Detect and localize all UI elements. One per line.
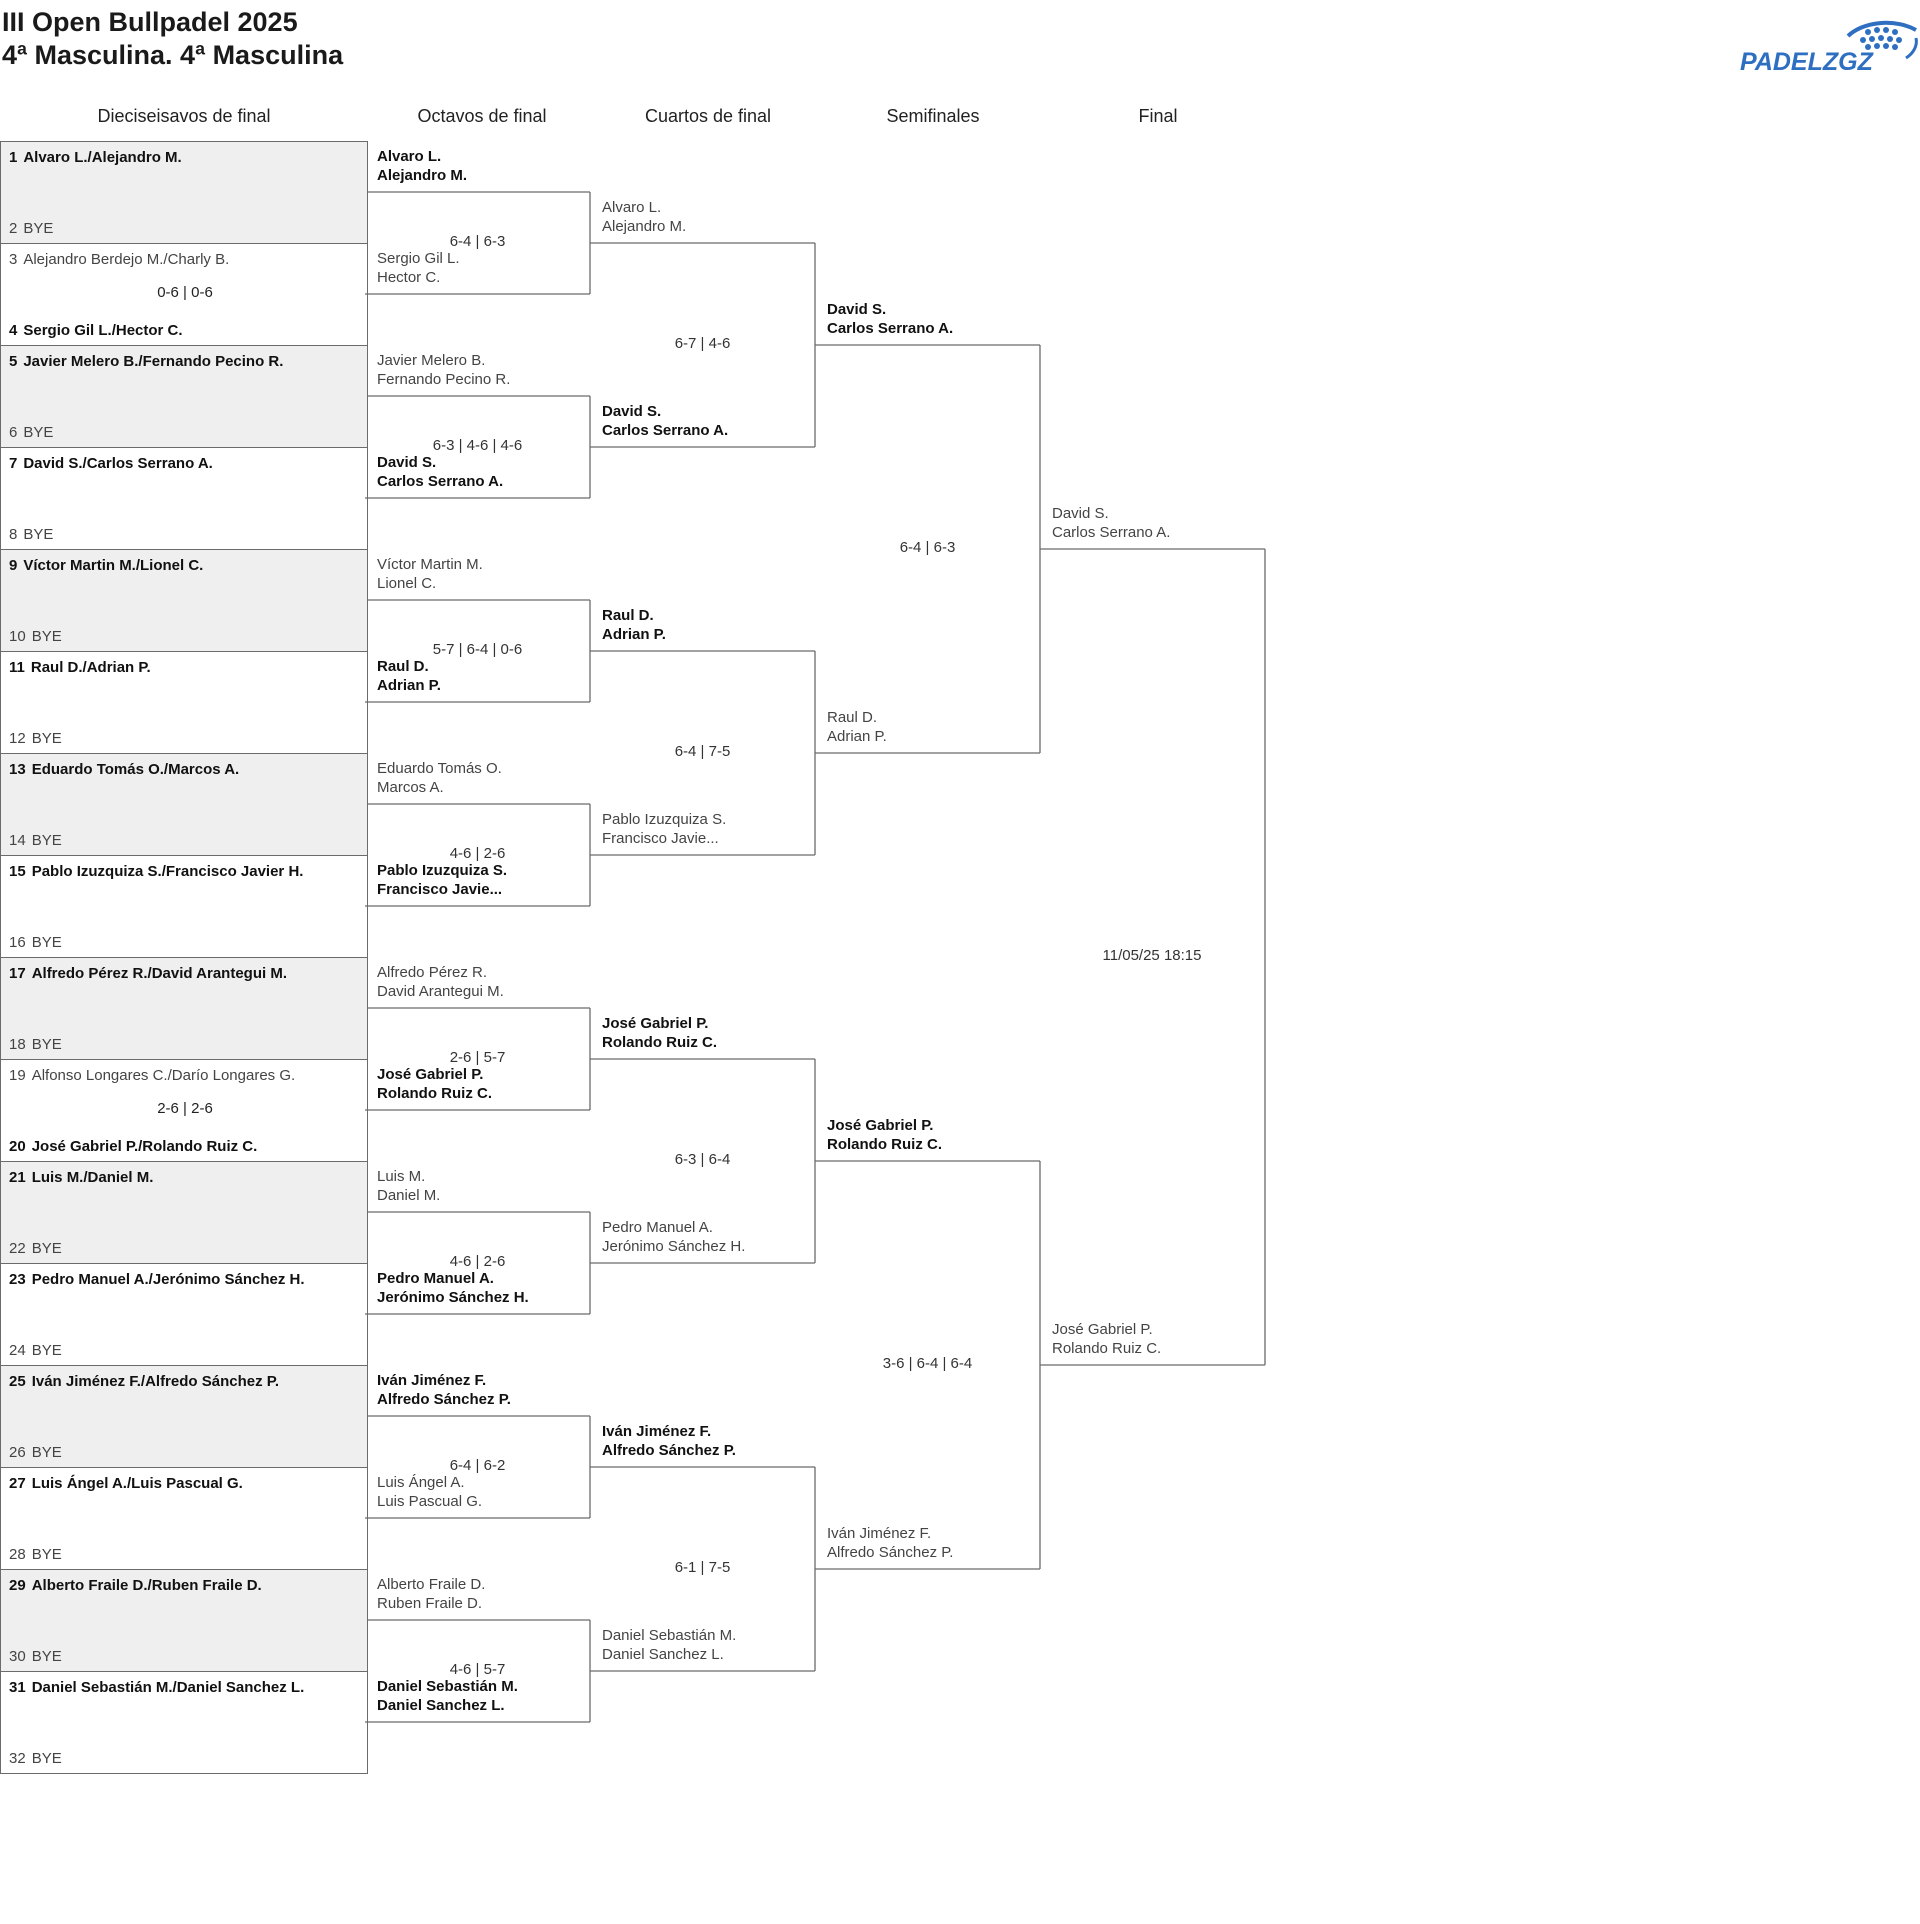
player-name: Carlos Serrano A.	[602, 422, 729, 439]
player-name: Raul D.	[602, 607, 654, 624]
round-heading-r16: Dieciseisavos de final	[97, 106, 271, 126]
sf-score: 3-6 | 6-4 | 6-4	[882, 1355, 973, 1372]
player-name: Adrian P.	[377, 677, 441, 694]
r16-match	[0, 447, 368, 550]
team-name: Luis Ángel A./Luis Pascual G.	[31, 1475, 243, 1492]
player-name: Daniel Sebastián M.	[377, 1678, 518, 1695]
r16-team-top	[9, 1577, 262, 1594]
player-name: Francisco Javie...	[377, 881, 503, 898]
r16-team-bottom	[9, 1240, 62, 1257]
r16-match	[0, 651, 368, 754]
team-name: Pedro Manuel A./Jerónimo Sánchez H.	[31, 1271, 305, 1288]
r8-team-top	[377, 759, 502, 797]
r8-score: 6-3 | 4-6 | 4-6	[432, 437, 523, 454]
player-name: Alberto Fraile D.	[377, 1576, 486, 1593]
r16-match	[0, 1161, 368, 1264]
seed-number: 27	[9, 1475, 26, 1492]
team-name: Luis M./Daniel M.	[31, 1169, 154, 1186]
player-name: José Gabriel P.	[602, 1015, 709, 1032]
player-name: Luis Ángel A.	[377, 1474, 465, 1491]
sf-team-bottom	[827, 1524, 953, 1562]
player-name: Carlos Serrano A.	[827, 320, 954, 337]
seed-number: 31	[9, 1679, 26, 1696]
team-name: Alberto Fraile D./Ruben Fraile D.	[31, 1577, 262, 1594]
player-name: José Gabriel P.	[827, 1117, 934, 1134]
player-name: Hector C.	[377, 269, 441, 286]
r16-match	[0, 345, 368, 448]
r16-team-bottom	[9, 1036, 62, 1053]
r8-score: 2-6 | 5-7	[449, 1049, 506, 1066]
player-name: Daniel M.	[377, 1187, 441, 1204]
qf-team-top	[602, 198, 686, 236]
team-name: Alejandro Berdejo M./Charly B.	[23, 251, 230, 268]
r16-team-top	[9, 761, 239, 778]
r16-team-top	[9, 1169, 153, 1186]
r16-team-bottom	[9, 628, 62, 645]
team-name: BYE	[31, 1750, 62, 1767]
r16-team-bottom	[9, 1546, 62, 1563]
round-heading-sf: Semifinales	[886, 106, 980, 126]
r16-team-bottom	[9, 526, 53, 543]
r8-score: 4-6 | 2-6	[449, 845, 506, 862]
r16-team-bottom	[9, 220, 53, 237]
qf-score: 6-3 | 6-4	[674, 1151, 731, 1168]
r16-team-bottom	[9, 1342, 62, 1359]
r16-match	[0, 1671, 368, 1774]
player-name: Alejandro M.	[377, 167, 468, 184]
round-heading-final: Final	[1138, 106, 1178, 126]
team-name: Sergio Gil L./Hector C.	[23, 322, 183, 339]
seed-number: 14	[9, 832, 26, 849]
seed-number: 13	[9, 761, 26, 778]
r16-team-top	[9, 149, 182, 166]
player-name: Carlos Serrano A.	[377, 473, 504, 490]
r8-score: 6-4 | 6-2	[449, 1457, 506, 1474]
player-name: Luis Pascual G.	[377, 1493, 483, 1510]
seed-number: 7	[9, 455, 18, 472]
r16-team-bottom	[9, 1138, 257, 1155]
r16-team-top	[9, 353, 283, 370]
player-name: Alvaro L.	[377, 148, 442, 165]
team-name: BYE	[31, 934, 62, 951]
r8-team-top	[377, 351, 510, 389]
r8-team-top	[377, 555, 483, 593]
player-name: Raul D.	[827, 709, 878, 726]
r16-match	[0, 1365, 368, 1468]
seed-number: 4	[9, 322, 18, 339]
player-name: Alfredo Sánchez P.	[377, 1391, 511, 1408]
r8-team-bottom	[377, 453, 503, 491]
seed-number: 10	[9, 628, 26, 645]
qf-team-bottom	[602, 1218, 745, 1256]
player-name: Adrian P.	[827, 728, 887, 745]
team-name: José Gabriel P./Rolando Ruiz C.	[31, 1138, 258, 1155]
team-name: David S./Carlos Serrano A.	[23, 455, 213, 472]
player-name: Iván Jiménez F.	[827, 1525, 932, 1542]
player-name: Adrian P.	[602, 626, 666, 643]
r8-team-top	[377, 147, 467, 185]
qf-team-top	[602, 606, 666, 644]
player-name: David S.	[827, 301, 887, 318]
player-name: Iván Jiménez F.	[602, 1423, 712, 1440]
r16-team-bottom	[9, 322, 183, 339]
player-name: Daniel Sanchez L.	[377, 1697, 505, 1714]
player-name: Iván Jiménez F.	[377, 1372, 487, 1389]
qf-score: 6-7 | 4-6	[674, 335, 731, 352]
player-name: Daniel Sebastián M.	[602, 1627, 737, 1644]
round-heading-r8: Octavos de final	[417, 106, 547, 126]
category-title: 4ª Masculina. 4ª Masculina	[2, 40, 344, 70]
tournament-title: III Open Bullpadel 2025	[2, 7, 298, 37]
r8-score: 6-4 | 6-3	[449, 233, 506, 250]
qf-team-bottom	[602, 1626, 736, 1664]
r16-team-bottom	[9, 730, 62, 747]
team-name: BYE	[31, 628, 62, 645]
r16-team-top	[9, 1475, 243, 1492]
player-name: David S.	[377, 454, 437, 471]
player-name: David S.	[1052, 505, 1109, 522]
player-name: Lionel C.	[377, 575, 437, 592]
r16-team-top	[9, 1271, 305, 1288]
player-name: Alfredo Sánchez P.	[602, 1442, 736, 1459]
player-name: Francisco Javie...	[602, 830, 719, 847]
seed-number: 18	[9, 1036, 26, 1053]
r16-match	[0, 1467, 368, 1570]
seed-number: 2	[9, 220, 18, 237]
player-name: Pedro Manuel A.	[602, 1219, 713, 1236]
qf-team-bottom	[602, 402, 728, 440]
team-name: Raul D./Adrian P.	[30, 659, 151, 676]
seed-number: 24	[9, 1342, 26, 1359]
final-team-bottom	[1052, 1320, 1161, 1358]
player-name: Raul D.	[377, 658, 429, 675]
qf-team-top	[602, 1014, 717, 1052]
player-name: José Gabriel P.	[1052, 1321, 1153, 1338]
seed-number: 22	[9, 1240, 26, 1257]
r16-match	[0, 141, 368, 244]
seed-number: 23	[9, 1271, 26, 1288]
team-name: BYE	[31, 730, 62, 747]
sf-team-top	[827, 300, 953, 338]
r8-team-bottom	[377, 249, 460, 287]
r16-team-bottom	[9, 424, 53, 441]
player-name: Pablo Izuzquiza S.	[377, 862, 508, 879]
final-team-top	[1052, 504, 1170, 542]
r16-team-top	[9, 965, 287, 982]
team-name: Alvaro L./Alejandro M.	[23, 149, 182, 166]
team-name: BYE	[31, 1444, 62, 1461]
player-name: Sergio Gil L.	[377, 250, 460, 267]
r16-team-bottom	[9, 832, 62, 849]
team-name: Pablo Izuzquiza S./Francisco Javier H.	[31, 863, 304, 880]
player-name: Javier Melero B.	[377, 352, 486, 369]
r16-team-top	[9, 557, 203, 574]
player-name: Carlos Serrano A.	[1052, 524, 1171, 541]
player-name: Eduardo Tomás O.	[377, 760, 502, 777]
player-name: Pablo Izuzquiza S.	[602, 811, 727, 828]
logo-text: PADELZGZ	[1740, 48, 1873, 76]
r8-score: 4-6 | 5-7	[449, 1661, 506, 1678]
r8-team-bottom	[377, 657, 441, 695]
sf-team-top	[827, 1116, 942, 1154]
seed-number: 19	[9, 1067, 26, 1084]
r8-score: 5-7 | 6-4 | 0-6	[432, 641, 523, 658]
r16-team-top	[9, 863, 303, 880]
player-name: Alvaro L.	[602, 199, 662, 216]
r8-team-bottom	[377, 1473, 482, 1511]
r8-team-bottom	[377, 861, 507, 899]
player-name: Rolando Ruiz C.	[377, 1085, 492, 1102]
r16-match	[0, 243, 368, 346]
player-name: David S.	[602, 403, 662, 420]
team-name: Daniel Sebastián M./Daniel Sanchez L.	[31, 1679, 305, 1696]
team-name: BYE	[23, 526, 54, 543]
r16-team-top	[9, 1067, 295, 1084]
r8-team-top	[377, 1371, 511, 1409]
r8-team-top	[377, 963, 504, 1001]
r16-team-bottom	[9, 1750, 62, 1767]
team-name: BYE	[31, 832, 62, 849]
player-name: Rolando Ruiz C.	[827, 1136, 942, 1153]
sf-team-bottom	[827, 708, 887, 746]
seed-number: 25	[9, 1373, 26, 1390]
team-name: Eduardo Tomás O./Marcos A.	[31, 761, 240, 778]
seed-number: 21	[9, 1169, 26, 1186]
seed-number: 29	[9, 1577, 26, 1594]
seed-number: 3	[9, 251, 18, 268]
round-heading-qf: Cuartos de final	[644, 106, 772, 126]
team-name: BYE	[31, 1546, 62, 1563]
r8-team-bottom	[377, 1677, 518, 1715]
final-date: 11/05/25 18:15	[1102, 947, 1202, 964]
team-name: Iván Jiménez F./Alfredo Sánchez P.	[31, 1373, 279, 1390]
seed-number: 17	[9, 965, 26, 982]
sf-score: 6-4 | 6-3	[899, 539, 956, 556]
team-name: Alfredo Pérez R./David Arantegui M.	[31, 965, 288, 982]
player-name: Rolando Ruiz C.	[602, 1034, 717, 1051]
player-name: Alejandro M.	[602, 218, 687, 235]
seed-number: 32	[9, 1750, 26, 1767]
team-name: BYE	[31, 1240, 62, 1257]
seed-number: 1	[9, 149, 18, 166]
match-score: 2-6 | 2-6	[157, 1100, 213, 1117]
player-name: Rolando Ruiz C.	[1052, 1340, 1162, 1357]
seed-number: 16	[9, 934, 26, 951]
r16-match	[0, 753, 368, 856]
player-name: Ruben Fraile D.	[377, 1595, 483, 1612]
r16-match	[0, 1569, 368, 1672]
team-name: BYE	[31, 1036, 62, 1053]
player-name: Fernando Pecino R.	[377, 371, 511, 388]
r8-score: 4-6 | 2-6	[449, 1253, 506, 1270]
team-name: BYE	[31, 1648, 62, 1665]
player-name: Luis M.	[377, 1168, 426, 1185]
r16-team-top	[9, 455, 213, 472]
seed-number: 6	[9, 424, 18, 441]
team-name: BYE	[23, 424, 54, 441]
r16-team-top	[9, 251, 229, 268]
team-name: Víctor Martin M./Lionel C.	[23, 557, 204, 574]
player-name: Pedro Manuel A.	[377, 1270, 494, 1287]
qf-score: 6-4 | 7-5	[674, 743, 731, 760]
team-name: BYE	[31, 1342, 62, 1359]
player-name: Marcos A.	[377, 779, 444, 796]
r8-team-bottom	[377, 1269, 529, 1307]
r16-team-bottom	[9, 1648, 62, 1665]
player-name: Jerónimo Sánchez H.	[602, 1238, 746, 1255]
r16-match	[0, 855, 368, 958]
player-name: Jerónimo Sánchez H.	[377, 1289, 529, 1306]
r16-team-bottom	[9, 934, 62, 951]
seed-number: 30	[9, 1648, 26, 1665]
seed-number: 11	[9, 659, 25, 676]
r16-match	[0, 1059, 368, 1162]
player-name: Alfredo Sánchez P.	[827, 1544, 954, 1561]
qf-team-bottom	[602, 810, 726, 848]
player-name: Daniel Sanchez L.	[602, 1646, 724, 1663]
r8-team-top	[377, 1575, 485, 1613]
qf-team-top	[602, 1422, 736, 1460]
match-score: 0-6 | 0-6	[157, 284, 213, 301]
player-name: David Arantegui M.	[377, 983, 504, 1000]
team-name: Javier Melero B./Fernando Pecino R.	[23, 353, 284, 370]
seed-number: 20	[9, 1138, 26, 1155]
r16-team-top	[9, 1373, 279, 1390]
player-name: José Gabriel P.	[377, 1066, 484, 1083]
r16-team-bottom	[9, 1444, 62, 1461]
seed-number: 26	[9, 1444, 26, 1461]
player-name: Alfredo Pérez R.	[377, 964, 488, 981]
r16-team-top	[9, 659, 151, 676]
seed-number: 28	[9, 1546, 26, 1563]
seed-number: 15	[9, 863, 26, 880]
seed-number: 9	[9, 557, 18, 574]
r16-match	[0, 1263, 368, 1366]
r8-team-top	[377, 1167, 440, 1205]
seed-number: 8	[9, 526, 18, 543]
r8-team-bottom	[377, 1065, 492, 1103]
team-name: BYE	[23, 220, 54, 237]
seed-number: 12	[9, 730, 26, 747]
player-name: Víctor Martin M.	[377, 556, 483, 573]
seed-number: 5	[9, 353, 18, 370]
qf-score: 6-1 | 7-5	[674, 1559, 731, 1576]
r16-match	[0, 957, 368, 1060]
r16-team-top	[9, 1679, 304, 1696]
team-name: Alfonso Longares C./Darío Longares G.	[31, 1067, 296, 1084]
r16-match	[0, 549, 368, 652]
